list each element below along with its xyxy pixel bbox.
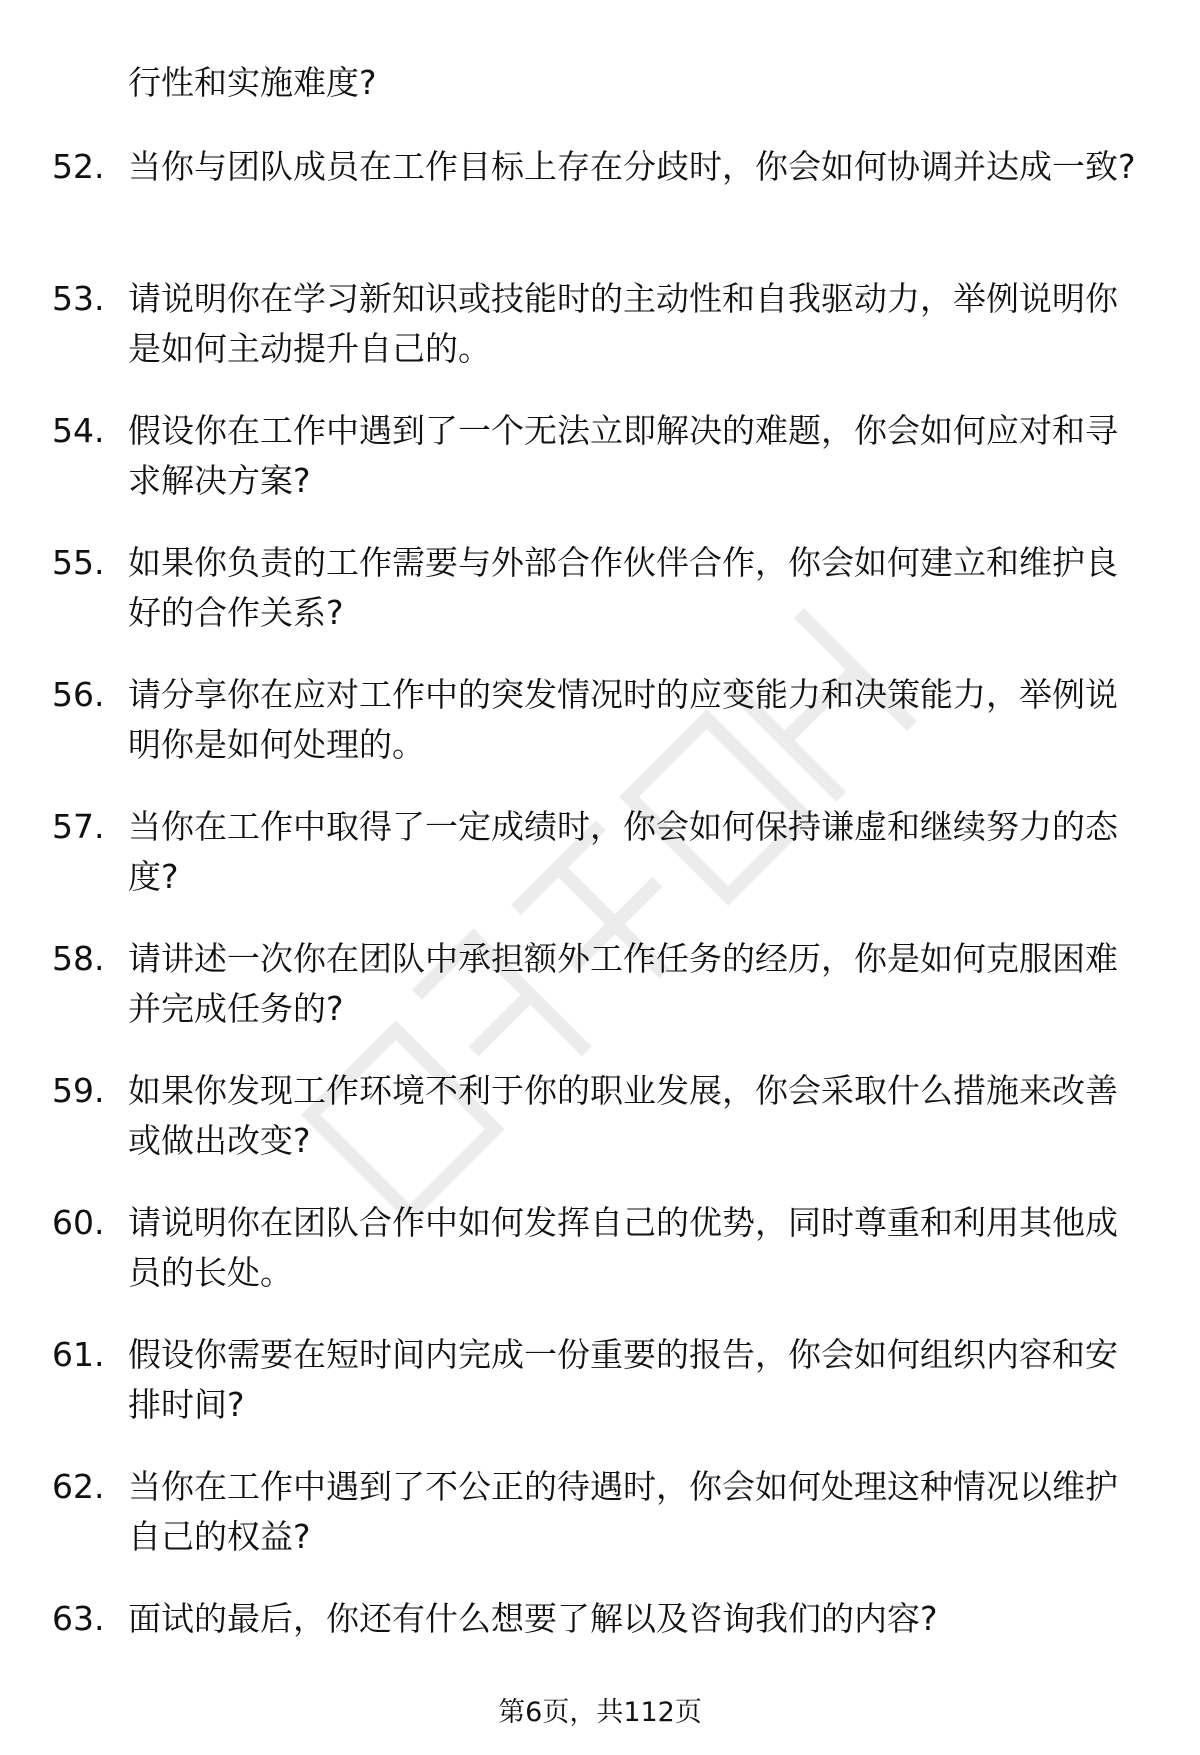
- question-text: 当你与团队成员在工作目标上存在分歧时，你会如何协调并达成一致?: [128, 147, 1136, 186]
- question-text: 请说明你在学习新知识或技能时的主动性和自我驱动力，举例说明你是如何主动提升自己的。: [128, 279, 1118, 368]
- list-item: [0, 1198, 1200, 1330]
- list-item: [0, 274, 1200, 406]
- list-item: [0, 1462, 1200, 1594]
- question-text: 请分享你在应对工作中的突发情况时的应变能力和决策能力，举例说明你是如何处理的。: [128, 675, 1118, 764]
- question-number: 53.: [52, 279, 105, 318]
- question-number: 61.: [52, 1335, 105, 1374]
- question-number: 60.: [52, 1203, 105, 1242]
- list-item: [0, 538, 1200, 670]
- question-text: 假设你在工作中遇到了一个无法立即解决的难题，你会如何应对和寻求解决方案?: [128, 411, 1118, 500]
- question-text: 如果你发现工作环境不利于你的职业发展，你会采取什么措施来改善或做出改变?: [128, 1071, 1118, 1160]
- continuation-text: 行性和实施难度?: [128, 63, 377, 102]
- question-text: 请说明你在团队合作中如何发挥自己的优势，同时尊重和利用其他成员的长处。: [128, 1203, 1118, 1292]
- list-item: [0, 406, 1200, 538]
- list-item: [0, 142, 1200, 274]
- list-item: [0, 934, 1200, 1066]
- list-item: [0, 1330, 1200, 1462]
- question-text: 假设你需要在短时间内完成一份重要的报告，你会如何组织内容和安排时间?: [128, 1335, 1118, 1424]
- question-number: 55.: [52, 543, 105, 582]
- question-number: 57.: [52, 807, 105, 846]
- question-text: 当你在工作中取得了一定成绩时，你会如何保持谦虚和继续努力的态度?: [128, 807, 1118, 896]
- question-number: 59.: [52, 1071, 105, 1110]
- question-number: 58.: [52, 939, 105, 978]
- question-text: 请讲述一次你在团队中承担额外工作任务的经历，你是如何克服困难并完成任务的?: [128, 939, 1118, 1028]
- question-text: 如果你负责的工作需要与外部合作伙伴合作，你会如何建立和维护良好的合作关系?: [128, 543, 1118, 632]
- question-number: 54.: [52, 411, 105, 450]
- question-number: 63.: [52, 1599, 105, 1638]
- question-text: 当你在工作中遇到了不公正的待遇时，你会如何处理这种情况以维护自己的权益?: [128, 1467, 1118, 1556]
- question-text: 面试的最后，你还有什么想要了解以及咨询我们的内容?: [128, 1599, 938, 1638]
- question-number: 52.: [52, 147, 105, 186]
- question-number: 56.: [52, 675, 105, 714]
- question-number: 62.: [52, 1467, 105, 1506]
- page-footer: 第6页，共112页: [498, 1697, 702, 1728]
- list-item: [0, 670, 1200, 802]
- list-item: [0, 802, 1200, 934]
- list-item: [0, 1066, 1200, 1198]
- question-list: [0, 142, 1200, 1726]
